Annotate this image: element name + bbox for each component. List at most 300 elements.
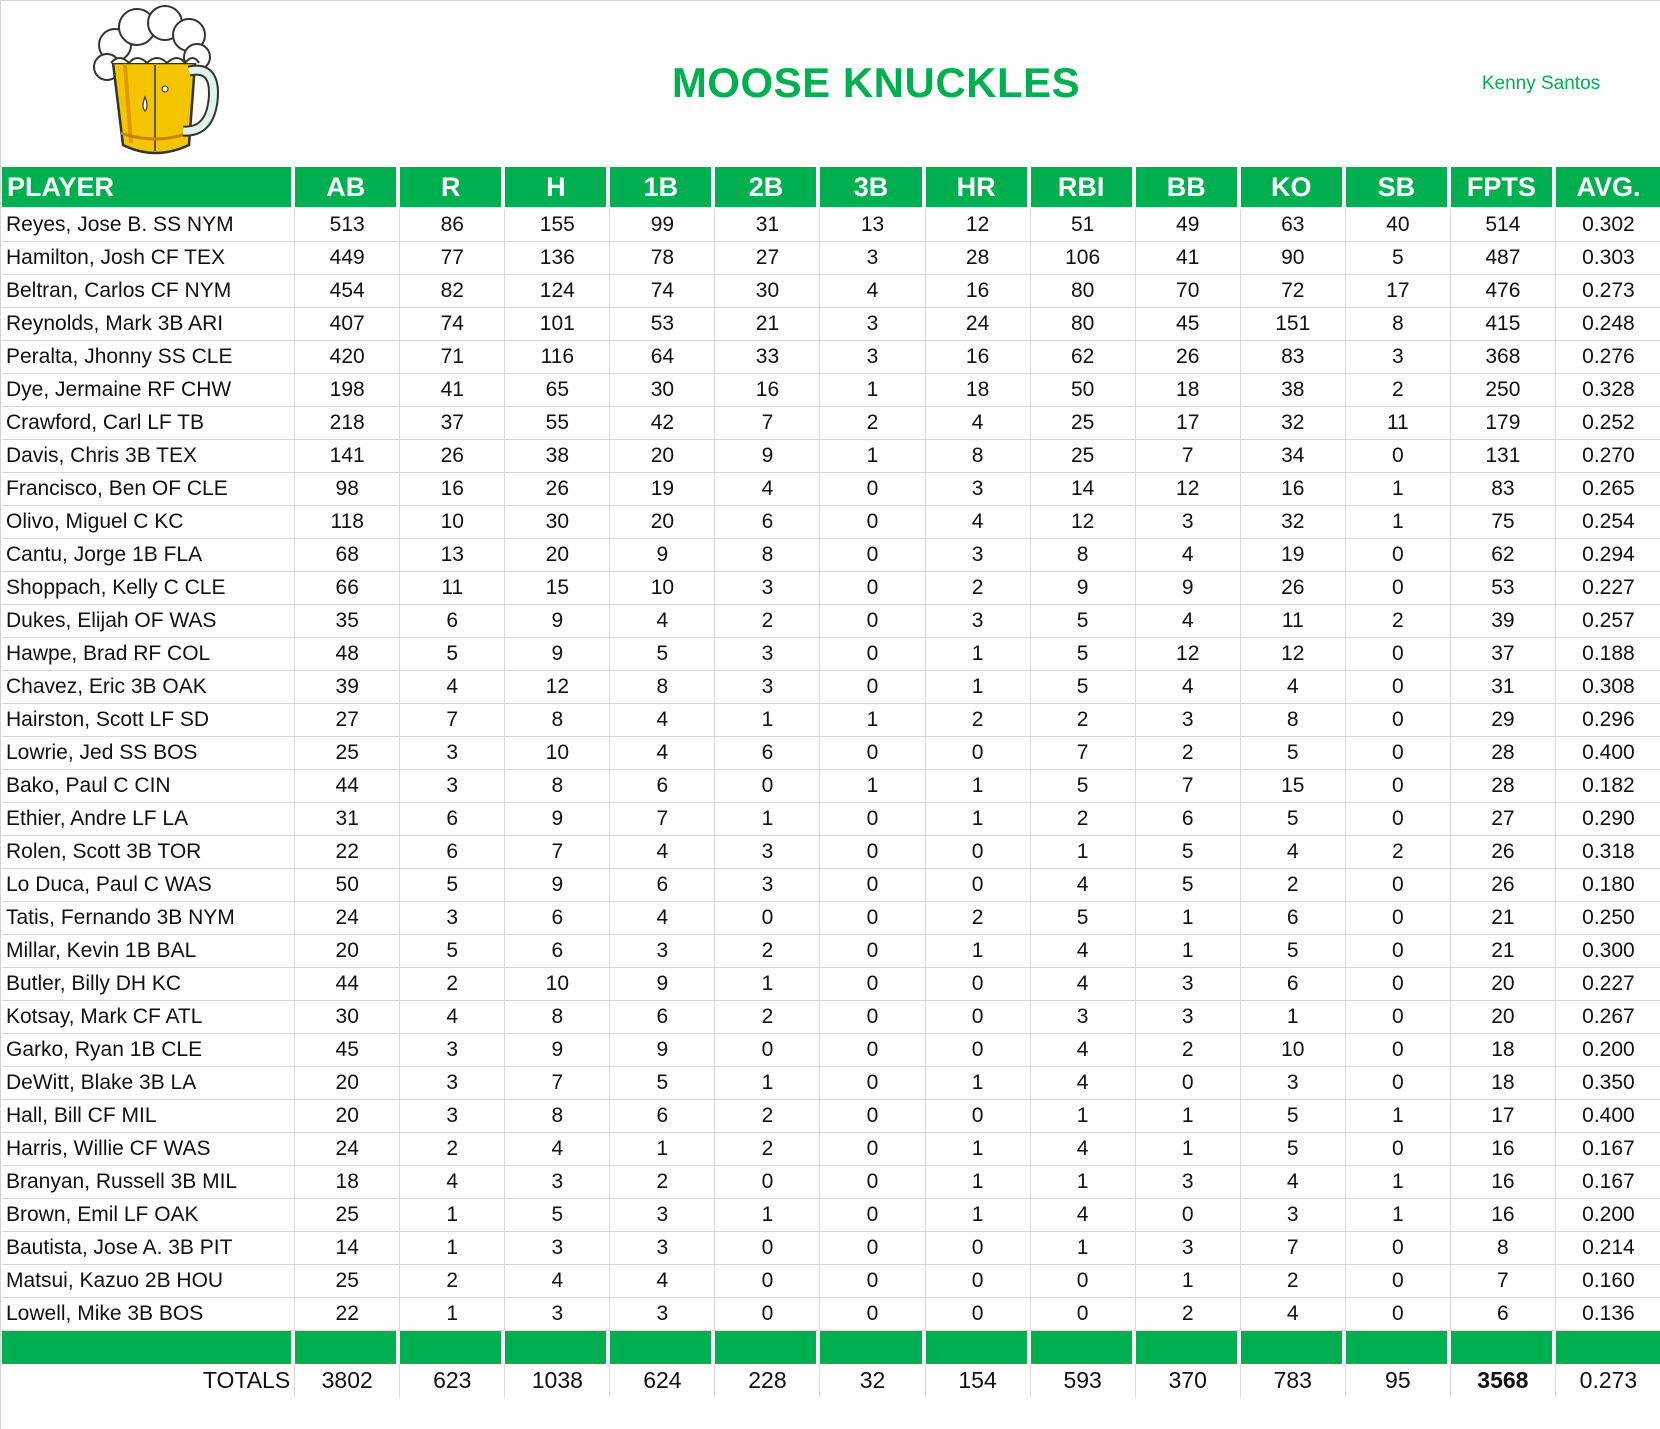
cell-h[interactable]: 12 <box>505 671 610 704</box>
cell-1b[interactable]: 5 <box>610 638 715 671</box>
cell-r[interactable]: 74 <box>400 308 505 341</box>
cell-hr[interactable]: 0 <box>926 1232 1031 1265</box>
cell-sb[interactable]: 2 <box>1346 374 1451 407</box>
cell-rbi[interactable]: 5 <box>1031 902 1136 935</box>
cell-2b[interactable]: 4 <box>715 473 820 506</box>
cell-player[interactable]: Ethier, Andre LF LA <box>2 803 295 836</box>
cell-fpts[interactable]: 514 <box>1451 209 1556 242</box>
cell-bb[interactable]: 45 <box>1136 308 1241 341</box>
cell-hr[interactable]: 8 <box>926 440 1031 473</box>
cell-ko[interactable]: 8 <box>1241 704 1346 737</box>
cell-sb[interactable]: 0 <box>1346 440 1451 473</box>
cell-2b[interactable]: 6 <box>715 506 820 539</box>
cell-fpts[interactable]: 31 <box>1451 671 1556 704</box>
cell-rbi[interactable]: 7 <box>1031 737 1136 770</box>
cell-r[interactable]: 11 <box>400 572 505 605</box>
cell-ko[interactable]: 5 <box>1241 1133 1346 1166</box>
cell-1b[interactable]: 78 <box>610 242 715 275</box>
cell-h[interactable]: 65 <box>505 374 610 407</box>
cell-1b[interactable]: 99 <box>610 209 715 242</box>
cell-hr[interactable]: 0 <box>926 1034 1031 1067</box>
col-header-sb[interactable]: SB <box>1346 167 1451 209</box>
cell-3b[interactable]: 0 <box>820 737 925 770</box>
cell-player[interactable]: Dukes, Elijah OF WAS <box>2 605 295 638</box>
cell-avg[interactable]: 0.276 <box>1556 341 1660 374</box>
cell-r[interactable]: 10 <box>400 506 505 539</box>
cell-h[interactable]: 3 <box>505 1166 610 1199</box>
cell-sb[interactable]: 0 <box>1346 539 1451 572</box>
cell-hr[interactable]: 1 <box>926 638 1031 671</box>
cell-3b[interactable]: 0 <box>820 1298 925 1331</box>
cell-ko[interactable]: 5 <box>1241 803 1346 836</box>
cell-1b[interactable]: 4 <box>610 737 715 770</box>
cell-fpts[interactable]: 415 <box>1451 308 1556 341</box>
cell-1b[interactable]: 19 <box>610 473 715 506</box>
cell-bb[interactable]: 4 <box>1136 539 1241 572</box>
cell-ab[interactable]: 513 <box>295 209 400 242</box>
cell-2b[interactable]: 8 <box>715 539 820 572</box>
cell-1b[interactable]: 3 <box>610 1199 715 1232</box>
cell-player[interactable]: Kotsay, Mark CF ATL <box>2 1001 295 1034</box>
cell-rbi[interactable]: 8 <box>1031 539 1136 572</box>
col-header-ab[interactable]: AB <box>295 167 400 209</box>
cell-sb[interactable]: 0 <box>1346 968 1451 1001</box>
cell-h[interactable]: 6 <box>505 935 610 968</box>
cell-2b[interactable]: 1 <box>715 968 820 1001</box>
cell-ko[interactable]: 63 <box>1241 209 1346 242</box>
cell-ko[interactable]: 1 <box>1241 1001 1346 1034</box>
cell-bb[interactable]: 3 <box>1136 506 1241 539</box>
cell-avg[interactable]: 0.308 <box>1556 671 1660 704</box>
cell-hr[interactable]: 3 <box>926 473 1031 506</box>
cell-1b[interactable]: 4 <box>610 605 715 638</box>
cell-3b[interactable]: 4 <box>820 275 925 308</box>
cell-2b[interactable]: 30 <box>715 275 820 308</box>
cell-avg[interactable]: 0.167 <box>1556 1133 1660 1166</box>
cell-player[interactable]: Rolen, Scott 3B TOR <box>2 836 295 869</box>
cell-ab[interactable]: 118 <box>295 506 400 539</box>
cell-3b[interactable]: 0 <box>820 506 925 539</box>
cell-1b[interactable]: 9 <box>610 968 715 1001</box>
cell-rbi[interactable]: 5 <box>1031 605 1136 638</box>
cell-bb[interactable]: 0 <box>1136 1199 1241 1232</box>
cell-ko[interactable]: 3 <box>1241 1199 1346 1232</box>
cell-2b[interactable]: 2 <box>715 605 820 638</box>
cell-3b[interactable]: 2 <box>820 407 925 440</box>
cell-2b[interactable]: 0 <box>715 1265 820 1298</box>
cell-r[interactable]: 3 <box>400 1067 505 1100</box>
cell-h[interactable]: 3 <box>505 1298 610 1331</box>
cell-3b[interactable]: 0 <box>820 1232 925 1265</box>
cell-ab[interactable]: 44 <box>295 968 400 1001</box>
cell-avg[interactable]: 0.252 <box>1556 407 1660 440</box>
cell-sb[interactable]: 0 <box>1346 1232 1451 1265</box>
cell-bb[interactable]: 18 <box>1136 374 1241 407</box>
cell-2b[interactable]: 31 <box>715 209 820 242</box>
cell-hr[interactable]: 3 <box>926 539 1031 572</box>
cell-2b[interactable]: 0 <box>715 1166 820 1199</box>
cell-ko[interactable]: 32 <box>1241 407 1346 440</box>
cell-r[interactable]: 6 <box>400 605 505 638</box>
cell-rbi[interactable]: 62 <box>1031 341 1136 374</box>
total-2b[interactable]: 228 <box>715 1364 820 1397</box>
cell-avg[interactable]: 0.257 <box>1556 605 1660 638</box>
cell-h[interactable]: 20 <box>505 539 610 572</box>
cell-3b[interactable]: 0 <box>820 1001 925 1034</box>
cell-fpts[interactable]: 18 <box>1451 1067 1556 1100</box>
cell-player[interactable]: Branyan, Russell 3B MIL <box>2 1166 295 1199</box>
cell-avg[interactable]: 0.300 <box>1556 935 1660 968</box>
cell-h[interactable]: 6 <box>505 902 610 935</box>
cell-player[interactable]: Hawpe, Brad RF COL <box>2 638 295 671</box>
cell-hr[interactable]: 0 <box>926 1265 1031 1298</box>
cell-h[interactable]: 101 <box>505 308 610 341</box>
cell-ab[interactable]: 20 <box>295 1100 400 1133</box>
cell-3b[interactable]: 3 <box>820 341 925 374</box>
cell-hr[interactable]: 0 <box>926 869 1031 902</box>
cell-sb[interactable]: 0 <box>1346 1067 1451 1100</box>
cell-ko[interactable]: 4 <box>1241 671 1346 704</box>
cell-h[interactable]: 9 <box>505 803 610 836</box>
cell-h[interactable]: 10 <box>505 737 610 770</box>
cell-rbi[interactable]: 4 <box>1031 1133 1136 1166</box>
cell-1b[interactable]: 7 <box>610 803 715 836</box>
cell-bb[interactable]: 12 <box>1136 473 1241 506</box>
cell-1b[interactable]: 6 <box>610 770 715 803</box>
cell-ab[interactable]: 198 <box>295 374 400 407</box>
cell-rbi[interactable]: 2 <box>1031 803 1136 836</box>
cell-ab[interactable]: 22 <box>295 1298 400 1331</box>
cell-sb[interactable]: 3 <box>1346 341 1451 374</box>
cell-r[interactable]: 77 <box>400 242 505 275</box>
totals-label[interactable]: TOTALS <box>2 1364 295 1397</box>
cell-bb[interactable]: 3 <box>1136 1166 1241 1199</box>
col-header-fpts[interactable]: FPTS <box>1451 167 1556 209</box>
cell-fpts[interactable]: 75 <box>1451 506 1556 539</box>
cell-fpts[interactable]: 18 <box>1451 1034 1556 1067</box>
cell-sb[interactable]: 0 <box>1346 770 1451 803</box>
cell-fpts[interactable]: 83 <box>1451 473 1556 506</box>
cell-ab[interactable]: 48 <box>295 638 400 671</box>
cell-fpts[interactable]: 26 <box>1451 869 1556 902</box>
cell-ko[interactable]: 72 <box>1241 275 1346 308</box>
cell-2b[interactable]: 3 <box>715 638 820 671</box>
cell-player[interactable]: Bautista, Jose A. 3B PIT <box>2 1232 295 1265</box>
cell-ab[interactable]: 141 <box>295 440 400 473</box>
cell-2b[interactable]: 3 <box>715 869 820 902</box>
cell-r[interactable]: 3 <box>400 902 505 935</box>
cell-r[interactable]: 71 <box>400 341 505 374</box>
cell-2b[interactable]: 7 <box>715 407 820 440</box>
cell-ab[interactable]: 50 <box>295 869 400 902</box>
cell-r[interactable]: 6 <box>400 803 505 836</box>
cell-h[interactable]: 26 <box>505 473 610 506</box>
cell-ab[interactable]: 39 <box>295 671 400 704</box>
cell-fpts[interactable]: 62 <box>1451 539 1556 572</box>
cell-sb[interactable]: 0 <box>1346 869 1451 902</box>
cell-hr[interactable]: 1 <box>926 671 1031 704</box>
cell-rbi[interactable]: 25 <box>1031 407 1136 440</box>
cell-h[interactable]: 55 <box>505 407 610 440</box>
cell-2b[interactable]: 1 <box>715 1199 820 1232</box>
cell-ko[interactable]: 15 <box>1241 770 1346 803</box>
col-header-avg[interactable]: AVG. <box>1556 167 1660 209</box>
cell-fpts[interactable]: 476 <box>1451 275 1556 308</box>
cell-1b[interactable]: 6 <box>610 869 715 902</box>
cell-2b[interactable]: 0 <box>715 770 820 803</box>
cell-h[interactable]: 4 <box>505 1265 610 1298</box>
cell-fpts[interactable]: 16 <box>1451 1133 1556 1166</box>
cell-3b[interactable]: 0 <box>820 539 925 572</box>
cell-ko[interactable]: 26 <box>1241 572 1346 605</box>
cell-h[interactable]: 15 <box>505 572 610 605</box>
cell-r[interactable]: 3 <box>400 1100 505 1133</box>
cell-fpts[interactable]: 26 <box>1451 836 1556 869</box>
cell-bb[interactable]: 5 <box>1136 836 1241 869</box>
cell-rbi[interactable]: 2 <box>1031 704 1136 737</box>
cell-3b[interactable]: 0 <box>820 869 925 902</box>
cell-avg[interactable]: 0.136 <box>1556 1298 1660 1331</box>
cell-ko[interactable]: 11 <box>1241 605 1346 638</box>
cell-3b[interactable]: 0 <box>820 1199 925 1232</box>
cell-sb[interactable]: 17 <box>1346 275 1451 308</box>
cell-fpts[interactable]: 20 <box>1451 968 1556 1001</box>
cell-ko[interactable]: 2 <box>1241 1265 1346 1298</box>
total-fpts[interactable]: 3568 <box>1451 1364 1556 1397</box>
cell-fpts[interactable]: 21 <box>1451 935 1556 968</box>
cell-fpts[interactable]: 28 <box>1451 737 1556 770</box>
cell-sb[interactable]: 1 <box>1346 506 1451 539</box>
cell-sb[interactable]: 11 <box>1346 407 1451 440</box>
total-ab[interactable]: 3802 <box>295 1364 400 1397</box>
cell-rbi[interactable]: 14 <box>1031 473 1136 506</box>
col-header-h[interactable]: H <box>505 167 610 209</box>
total-h[interactable]: 1038 <box>505 1364 610 1397</box>
cell-1b[interactable]: 42 <box>610 407 715 440</box>
cell-sb[interactable]: 0 <box>1346 803 1451 836</box>
cell-avg[interactable]: 0.167 <box>1556 1166 1660 1199</box>
cell-fpts[interactable]: 16 <box>1451 1166 1556 1199</box>
cell-sb[interactable]: 0 <box>1346 638 1451 671</box>
cell-r[interactable]: 16 <box>400 473 505 506</box>
cell-avg[interactable]: 0.182 <box>1556 770 1660 803</box>
cell-avg[interactable]: 0.188 <box>1556 638 1660 671</box>
cell-ab[interactable]: 25 <box>295 1199 400 1232</box>
cell-fpts[interactable]: 7 <box>1451 1265 1556 1298</box>
cell-ko[interactable]: 32 <box>1241 506 1346 539</box>
cell-avg[interactable]: 0.350 <box>1556 1067 1660 1100</box>
cell-sb[interactable]: 1 <box>1346 1199 1451 1232</box>
cell-avg[interactable]: 0.400 <box>1556 1100 1660 1133</box>
cell-2b[interactable]: 1 <box>715 1067 820 1100</box>
cell-bb[interactable]: 3 <box>1136 1001 1241 1034</box>
cell-3b[interactable]: 13 <box>820 209 925 242</box>
cell-hr[interactable]: 1 <box>926 803 1031 836</box>
cell-r[interactable]: 3 <box>400 770 505 803</box>
cell-r[interactable]: 26 <box>400 440 505 473</box>
cell-2b[interactable]: 3 <box>715 572 820 605</box>
total-bb[interactable]: 370 <box>1136 1364 1241 1397</box>
cell-r[interactable]: 37 <box>400 407 505 440</box>
cell-r[interactable]: 1 <box>400 1232 505 1265</box>
cell-3b[interactable]: 0 <box>820 671 925 704</box>
cell-hr[interactable]: 16 <box>926 341 1031 374</box>
cell-ab[interactable]: 35 <box>295 605 400 638</box>
cell-1b[interactable]: 10 <box>610 572 715 605</box>
cell-1b[interactable]: 5 <box>610 1067 715 1100</box>
cell-hr[interactable]: 2 <box>926 704 1031 737</box>
cell-rbi[interactable]: 4 <box>1031 935 1136 968</box>
cell-hr[interactable]: 0 <box>926 737 1031 770</box>
cell-rbi[interactable]: 0 <box>1031 1265 1136 1298</box>
cell-bb[interactable]: 1 <box>1136 935 1241 968</box>
cell-fpts[interactable]: 487 <box>1451 242 1556 275</box>
cell-3b[interactable]: 3 <box>820 308 925 341</box>
cell-h[interactable]: 8 <box>505 1100 610 1133</box>
cell-avg[interactable]: 0.328 <box>1556 374 1660 407</box>
cell-bb[interactable]: 41 <box>1136 242 1241 275</box>
cell-hr[interactable]: 4 <box>926 506 1031 539</box>
cell-3b[interactable]: 0 <box>820 473 925 506</box>
cell-bb[interactable]: 7 <box>1136 440 1241 473</box>
cell-h[interactable]: 5 <box>505 1199 610 1232</box>
cell-fpts[interactable]: 6 <box>1451 1298 1556 1331</box>
cell-bb[interactable]: 1 <box>1136 1265 1241 1298</box>
cell-player[interactable]: Hamilton, Josh CF TEX <box>2 242 295 275</box>
cell-player[interactable]: Harris, Willie CF WAS <box>2 1133 295 1166</box>
cell-avg[interactable]: 0.160 <box>1556 1265 1660 1298</box>
cell-r[interactable]: 4 <box>400 671 505 704</box>
cell-2b[interactable]: 0 <box>715 1298 820 1331</box>
cell-bb[interactable]: 0 <box>1136 1067 1241 1100</box>
cell-fpts[interactable]: 39 <box>1451 605 1556 638</box>
cell-avg[interactable]: 0.180 <box>1556 869 1660 902</box>
cell-fpts[interactable]: 8 <box>1451 1232 1556 1265</box>
cell-player[interactable]: Cantu, Jorge 1B FLA <box>2 539 295 572</box>
cell-2b[interactable]: 6 <box>715 737 820 770</box>
cell-player[interactable]: Tatis, Fernando 3B NYM <box>2 902 295 935</box>
cell-1b[interactable]: 4 <box>610 836 715 869</box>
cell-ab[interactable]: 44 <box>295 770 400 803</box>
cell-bb[interactable]: 3 <box>1136 968 1241 1001</box>
cell-ab[interactable]: 20 <box>295 935 400 968</box>
cell-fpts[interactable]: 368 <box>1451 341 1556 374</box>
cell-3b[interactable]: 1 <box>820 704 925 737</box>
cell-h[interactable]: 136 <box>505 242 610 275</box>
cell-ko[interactable]: 4 <box>1241 1298 1346 1331</box>
cell-hr[interactable]: 1 <box>926 1199 1031 1232</box>
cell-sb[interactable]: 0 <box>1346 1298 1451 1331</box>
col-header-ko[interactable]: KO <box>1241 167 1346 209</box>
cell-1b[interactable]: 3 <box>610 935 715 968</box>
cell-h[interactable]: 7 <box>505 836 610 869</box>
cell-bb[interactable]: 17 <box>1136 407 1241 440</box>
cell-h[interactable]: 3 <box>505 1232 610 1265</box>
cell-rbi[interactable]: 5 <box>1031 638 1136 671</box>
cell-rbi[interactable]: 9 <box>1031 572 1136 605</box>
cell-fpts[interactable]: 17 <box>1451 1100 1556 1133</box>
cell-player[interactable]: Beltran, Carlos CF NYM <box>2 275 295 308</box>
cell-ab[interactable]: 22 <box>295 836 400 869</box>
cell-avg[interactable]: 0.294 <box>1556 539 1660 572</box>
cell-1b[interactable]: 4 <box>610 704 715 737</box>
cell-fpts[interactable]: 16 <box>1451 1199 1556 1232</box>
cell-3b[interactable]: 0 <box>820 968 925 1001</box>
cell-avg[interactable]: 0.254 <box>1556 506 1660 539</box>
cell-ko[interactable]: 7 <box>1241 1232 1346 1265</box>
cell-hr[interactable]: 12 <box>926 209 1031 242</box>
cell-hr[interactable]: 1 <box>926 1166 1031 1199</box>
cell-rbi[interactable]: 3 <box>1031 1001 1136 1034</box>
cell-1b[interactable]: 4 <box>610 902 715 935</box>
cell-3b[interactable]: 0 <box>820 1034 925 1067</box>
cell-1b[interactable]: 4 <box>610 1265 715 1298</box>
cell-rbi[interactable]: 1 <box>1031 1232 1136 1265</box>
cell-hr[interactable]: 0 <box>926 836 1031 869</box>
cell-1b[interactable]: 6 <box>610 1100 715 1133</box>
cell-1b[interactable]: 74 <box>610 275 715 308</box>
cell-h[interactable]: 8 <box>505 770 610 803</box>
cell-r[interactable]: 5 <box>400 869 505 902</box>
cell-2b[interactable]: 33 <box>715 341 820 374</box>
cell-fpts[interactable]: 21 <box>1451 902 1556 935</box>
cell-player[interactable]: Olivo, Miguel C KC <box>2 506 295 539</box>
cell-avg[interactable]: 0.248 <box>1556 308 1660 341</box>
cell-1b[interactable]: 20 <box>610 440 715 473</box>
cell-sb[interactable]: 0 <box>1346 1034 1451 1067</box>
cell-h[interactable]: 9 <box>505 869 610 902</box>
cell-ab[interactable]: 30 <box>295 1001 400 1034</box>
cell-ab[interactable]: 24 <box>295 1133 400 1166</box>
cell-player[interactable]: Matsui, Kazuo 2B HOU <box>2 1265 295 1298</box>
total-ko[interactable]: 783 <box>1241 1364 1346 1397</box>
cell-h[interactable]: 7 <box>505 1067 610 1100</box>
cell-1b[interactable]: 30 <box>610 374 715 407</box>
cell-hr[interactable]: 1 <box>926 1067 1031 1100</box>
cell-sb[interactable]: 0 <box>1346 1133 1451 1166</box>
cell-r[interactable]: 6 <box>400 836 505 869</box>
cell-bb[interactable]: 2 <box>1136 1034 1241 1067</box>
cell-rbi[interactable]: 4 <box>1031 1199 1136 1232</box>
col-header-1b[interactable]: 1B <box>610 167 715 209</box>
cell-1b[interactable]: 2 <box>610 1166 715 1199</box>
cell-sb[interactable]: 2 <box>1346 836 1451 869</box>
cell-player[interactable]: Hall, Bill CF MIL <box>2 1100 295 1133</box>
cell-avg[interactable]: 0.296 <box>1556 704 1660 737</box>
cell-avg[interactable]: 0.270 <box>1556 440 1660 473</box>
cell-ab[interactable]: 20 <box>295 1067 400 1100</box>
cell-ko[interactable]: 3 <box>1241 1067 1346 1100</box>
cell-fpts[interactable]: 53 <box>1451 572 1556 605</box>
cell-2b[interactable]: 2 <box>715 1100 820 1133</box>
cell-3b[interactable]: 0 <box>820 605 925 638</box>
cell-rbi[interactable]: 0 <box>1031 1298 1136 1331</box>
cell-rbi[interactable]: 4 <box>1031 968 1136 1001</box>
cell-hr[interactable]: 0 <box>926 1298 1031 1331</box>
cell-3b[interactable]: 0 <box>820 638 925 671</box>
cell-ko[interactable]: 90 <box>1241 242 1346 275</box>
cell-3b[interactable]: 3 <box>820 242 925 275</box>
cell-fpts[interactable]: 20 <box>1451 1001 1556 1034</box>
cell-r[interactable]: 13 <box>400 539 505 572</box>
cell-sb[interactable]: 0 <box>1346 1265 1451 1298</box>
cell-rbi[interactable]: 5 <box>1031 770 1136 803</box>
total-1b[interactable]: 624 <box>610 1364 715 1397</box>
cell-bb[interactable]: 4 <box>1136 605 1241 638</box>
cell-player[interactable]: Bako, Paul C CIN <box>2 770 295 803</box>
cell-rbi[interactable]: 50 <box>1031 374 1136 407</box>
cell-bb[interactable]: 5 <box>1136 869 1241 902</box>
